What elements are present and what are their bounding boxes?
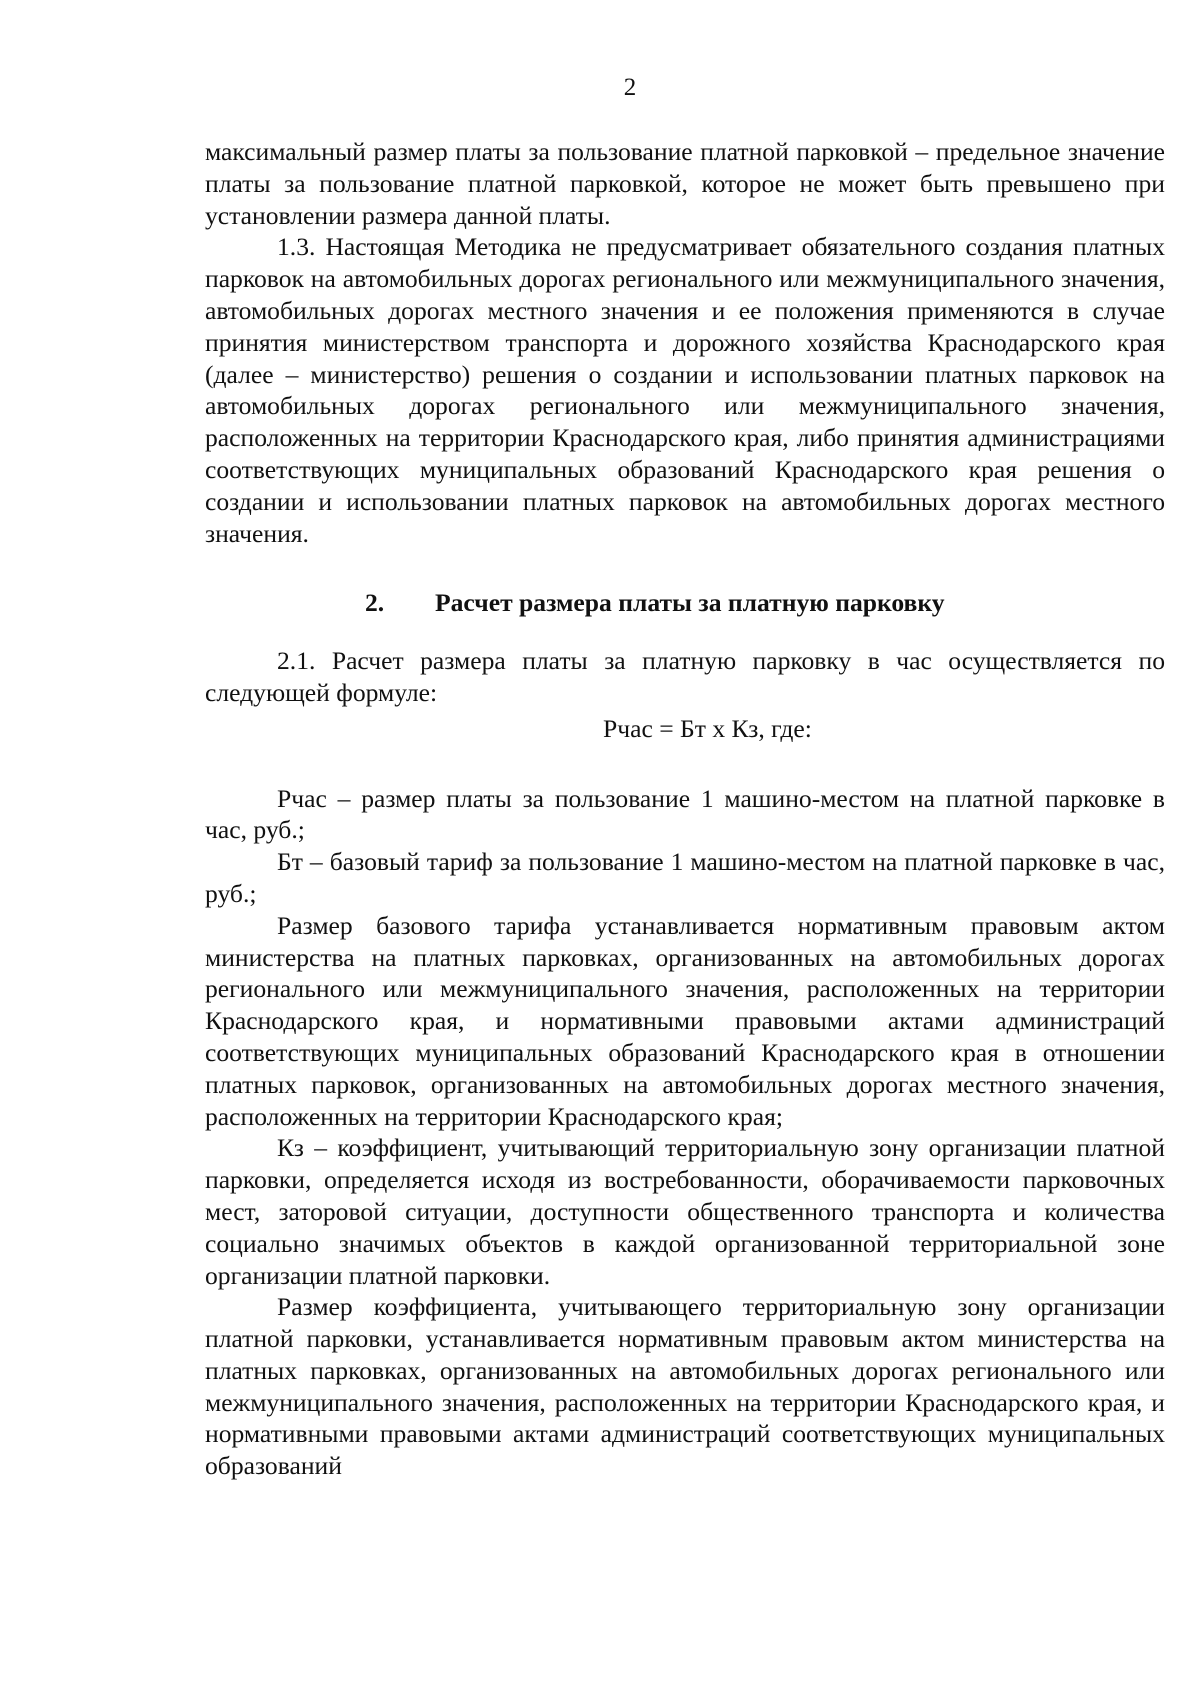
paragraph-kz-size: Размер коэффициента, учитывающего территориальную зону организации платной парковки, устанавливается нормативным правовым актом министерства на платных парковках, организованных на автомобильных дорогах регионального или межмуниципального значения, расположенных на территории Краснодарского края, и нормативными правовыми актами администраций соответствующих муниципальных образований: [205, 1292, 1165, 1481]
paragraph-base-tariff: Размер базового тарифа устанавливается нормативным правовым актом министерства на платных парковках, организованных на автомобильных дорогах регионального или межмуниципального значения, расположенных на территории Краснодарского края, и нормативными правовыми актами администраций соответствующих муниципальных образований Краснодарского края в отношении платных парковок, организованных на автомобильных дорогах местного значения, расположенных на территории Краснодарского края;: [205, 910, 1165, 1131]
paragraph-2-1: 2.1. Расчет размера платы за платную парковку в час осуществляется по следующей формуле:: [205, 646, 1165, 707]
paragraph-kz-definition: Кз – коэффициент, учитывающий территориальную зону организации платной парковки, определяется исходя из востребованности, оборачиваемости парковочных мест, заторовой ситуации, доступности общественного транспорта и количества социально значимых объектов в каждой организованной территориальной зоне организации платной парковки.: [205, 1133, 1165, 1290]
section-heading: [205, 587, 1165, 619]
section-number: 2.: [365, 588, 385, 618]
paragraph-rchas-definition: Рчас – размер платы за пользование 1 машино-местом на платной парковке в час, руб.;: [205, 783, 1165, 845]
paragraph-bt-definition: Бт – базовый тариф за пользование 1 машино-местом на платной парковке в час, руб.;: [205, 847, 1165, 908]
formula: Рчас = Бт х Кз, где:: [603, 713, 812, 743]
paragraph-1-3: 1.3. Настоящая Методика не предусматривает обязательного создания платных парковок на автомобильных дорогах регионального или межмуниципального значения, автомобильных дорогах местного значения и ее положения применяются в случае принятия министерством транспорта и дорожного хозяйства Краснодарского края (далее – министерство) решения о создании и использовании платных парковок на автомобильных дорогах регионального или межмуниципального значения, расположенных на территории Краснодарского края, либо принятия администрациями соответствующих муниципальных образований Краснодарского края решения о создании и использовании платных парковок на автомобильных дорогах местного значения.: [205, 232, 1165, 548]
document-body: [205, 136, 1165, 1482]
section-title: Расчет размера платы за платную парковку: [435, 588, 945, 618]
paragraph-max-fee-definition: максимальный размер платы за пользование платной парковкой – предельное значение платы за пользование платной парковкой, которое не может быть превышено при установлении размера данной платы.: [205, 137, 1165, 230]
page-number: 2: [623, 74, 637, 101]
